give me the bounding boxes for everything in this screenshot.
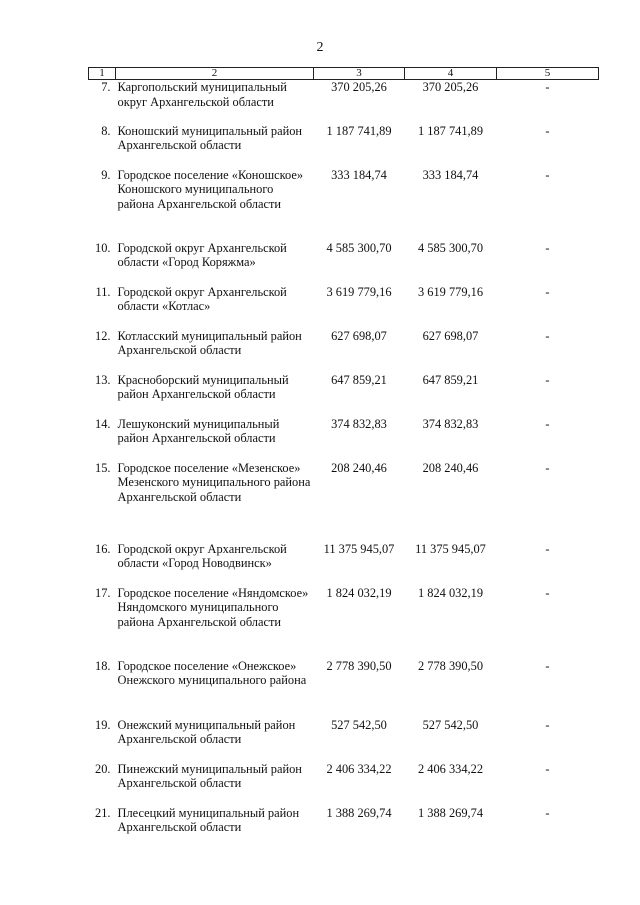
column-header-4: 4 xyxy=(405,68,497,80)
table-row xyxy=(89,168,599,241)
municipality-name-cell: Онежский муниципальный район Архангельской области xyxy=(117,717,296,746)
column-number-row xyxy=(89,68,599,80)
amount-col4-cell: 2 406 334,22 xyxy=(417,761,484,776)
amount-col4-cell: 370 205,26 xyxy=(422,80,479,94)
row-number-cell: 17. xyxy=(95,585,111,600)
row-number-cell: 18. xyxy=(95,658,111,673)
row-number-cell: 14. xyxy=(95,416,111,431)
amount-col3-cell: 627 698,07 xyxy=(331,328,387,343)
table-row xyxy=(89,762,599,806)
amount-col3-cell: 1 187 741,89 xyxy=(326,123,392,138)
municipality-name-cell: Каргопольский муниципальный округ Архангельской области xyxy=(117,80,287,109)
table-row xyxy=(89,241,599,285)
amount-col4-cell: 374 832,83 xyxy=(422,416,479,431)
municipality-name-cell: Пинежский муниципальный район Архангельской области xyxy=(117,761,302,790)
col5-value-cell: - xyxy=(545,80,550,94)
table-row xyxy=(89,461,599,542)
col5-value-cell: - xyxy=(545,372,550,387)
amount-col3-cell: 333 184,74 xyxy=(331,167,387,182)
amount-col3-cell: 2 778 390,50 xyxy=(326,658,392,673)
row-number-cell: 9. xyxy=(101,167,111,182)
row-number-cell: 21. xyxy=(95,805,111,820)
column-header-3: 3 xyxy=(314,68,405,80)
table-row xyxy=(89,80,599,124)
col5-value-cell: - xyxy=(545,123,550,138)
municipality-name-cell: Городской округ Архангельской области «Город Коряжма» xyxy=(117,240,287,269)
row-number-cell: 20. xyxy=(95,761,111,776)
amount-col4-cell: 627 698,07 xyxy=(422,328,479,343)
amount-col3-cell: 4 585 300,70 xyxy=(326,240,392,255)
col5-value-cell: - xyxy=(545,761,550,776)
table-row xyxy=(89,124,599,168)
row-number-cell: 15. xyxy=(95,460,111,475)
table-row xyxy=(89,659,599,718)
municipality-name-cell: Красноборский муниципальный район Архангельской области xyxy=(117,372,289,401)
table-row xyxy=(89,542,599,586)
amount-col4-cell: 208 240,46 xyxy=(422,460,479,475)
col5-value-cell: - xyxy=(545,240,550,255)
amount-col4-cell: 3 619 779,16 xyxy=(417,284,484,299)
table-row xyxy=(89,718,599,762)
amount-col4-cell: 11 375 945,07 xyxy=(415,541,486,556)
row-number-cell: 11. xyxy=(95,284,111,299)
amount-col4-cell: 647 859,21 xyxy=(422,372,479,387)
amount-col3-cell: 2 406 334,22 xyxy=(326,761,392,776)
col5-value-cell: - xyxy=(545,416,550,431)
municipality-name-cell: Городское поселение «Няндомское» Няндомского муниципального района Архангельской области xyxy=(117,585,309,629)
allocation-table xyxy=(88,67,599,850)
amount-col3-cell: 1 824 032,19 xyxy=(326,585,392,600)
col5-value-cell: - xyxy=(545,460,550,475)
column-header-2: 2 xyxy=(116,68,314,80)
row-number-cell: 12. xyxy=(95,328,111,343)
amount-col4-cell: 1 187 741,89 xyxy=(417,123,484,138)
col5-value-cell: - xyxy=(545,658,550,673)
amount-col4-cell: 4 585 300,70 xyxy=(417,240,484,255)
col5-value-cell: - xyxy=(545,585,550,600)
table-row xyxy=(89,806,599,850)
row-number-cell: 13. xyxy=(95,372,111,387)
amount-col4-cell: 2 778 390,50 xyxy=(417,658,484,673)
amount-col3-cell: 647 859,21 xyxy=(331,372,387,387)
col5-value-cell: - xyxy=(545,167,550,182)
col5-value-cell: - xyxy=(545,541,550,556)
municipality-name-cell: Городской округ Архангельской области «Город Новодвинск» xyxy=(117,541,287,570)
municipality-name-cell: Городской округ Архангельской области «Котлас» xyxy=(117,284,287,313)
amount-col3-cell: 11 375 945,07 xyxy=(323,541,395,556)
table-row xyxy=(89,285,599,329)
amount-col3-cell: 374 832,83 xyxy=(331,416,387,431)
municipality-name-cell: Плесецкий муниципальный район Архангельской области xyxy=(117,805,300,834)
column-header-5: 5 xyxy=(497,68,599,80)
municipality-name-cell: Котласский муниципальный район Архангельской области xyxy=(117,328,302,357)
column-header-1: 1 xyxy=(89,68,116,80)
row-number-cell: 8. xyxy=(101,123,111,138)
municipality-name-cell: Коношский муниципальный район Архангельской области xyxy=(117,123,303,152)
amount-col4-cell: 1 824 032,19 xyxy=(417,585,484,600)
col5-value-cell: - xyxy=(545,805,550,820)
municipality-name-cell: Городское поселение «Коношское» Коношского муниципального района Архангельской области xyxy=(117,167,304,211)
amount-col4-cell: 527 542,50 xyxy=(422,717,479,732)
row-number-cell: 16. xyxy=(95,541,111,556)
col5-value-cell: - xyxy=(545,717,550,732)
amount-col3-cell: 1 388 269,74 xyxy=(326,805,392,820)
table-row xyxy=(89,373,599,417)
amount-col4-cell: 1 388 269,74 xyxy=(417,805,484,820)
amount-col3-cell: 527 542,50 xyxy=(331,717,387,732)
row-number-cell: 7. xyxy=(101,80,111,94)
amount-col3-cell: 370 205,26 xyxy=(331,80,387,94)
amount-col4-cell: 333 184,74 xyxy=(422,167,479,182)
amount-col3-cell: 208 240,46 xyxy=(331,460,387,475)
municipality-name-cell: Городское поселение «Мезенское» Мезенского муниципального района Архангельской области xyxy=(117,460,311,504)
amount-col3-cell: 3 619 779,16 xyxy=(326,284,392,299)
table-row xyxy=(89,586,599,659)
table-body xyxy=(89,80,599,850)
table-row xyxy=(89,329,599,373)
row-number-cell: 10. xyxy=(95,240,111,255)
page-number: 2 xyxy=(316,40,324,55)
table-row xyxy=(89,417,599,461)
col5-value-cell: - xyxy=(545,284,550,299)
col5-value-cell: - xyxy=(545,328,550,343)
row-number-cell: 19. xyxy=(95,717,111,732)
municipality-name-cell: Городское поселение «Онежское» Онежского муниципального района xyxy=(117,658,307,687)
municipality-name-cell: Лешуконский муниципальный район Архангельской области xyxy=(117,416,280,445)
